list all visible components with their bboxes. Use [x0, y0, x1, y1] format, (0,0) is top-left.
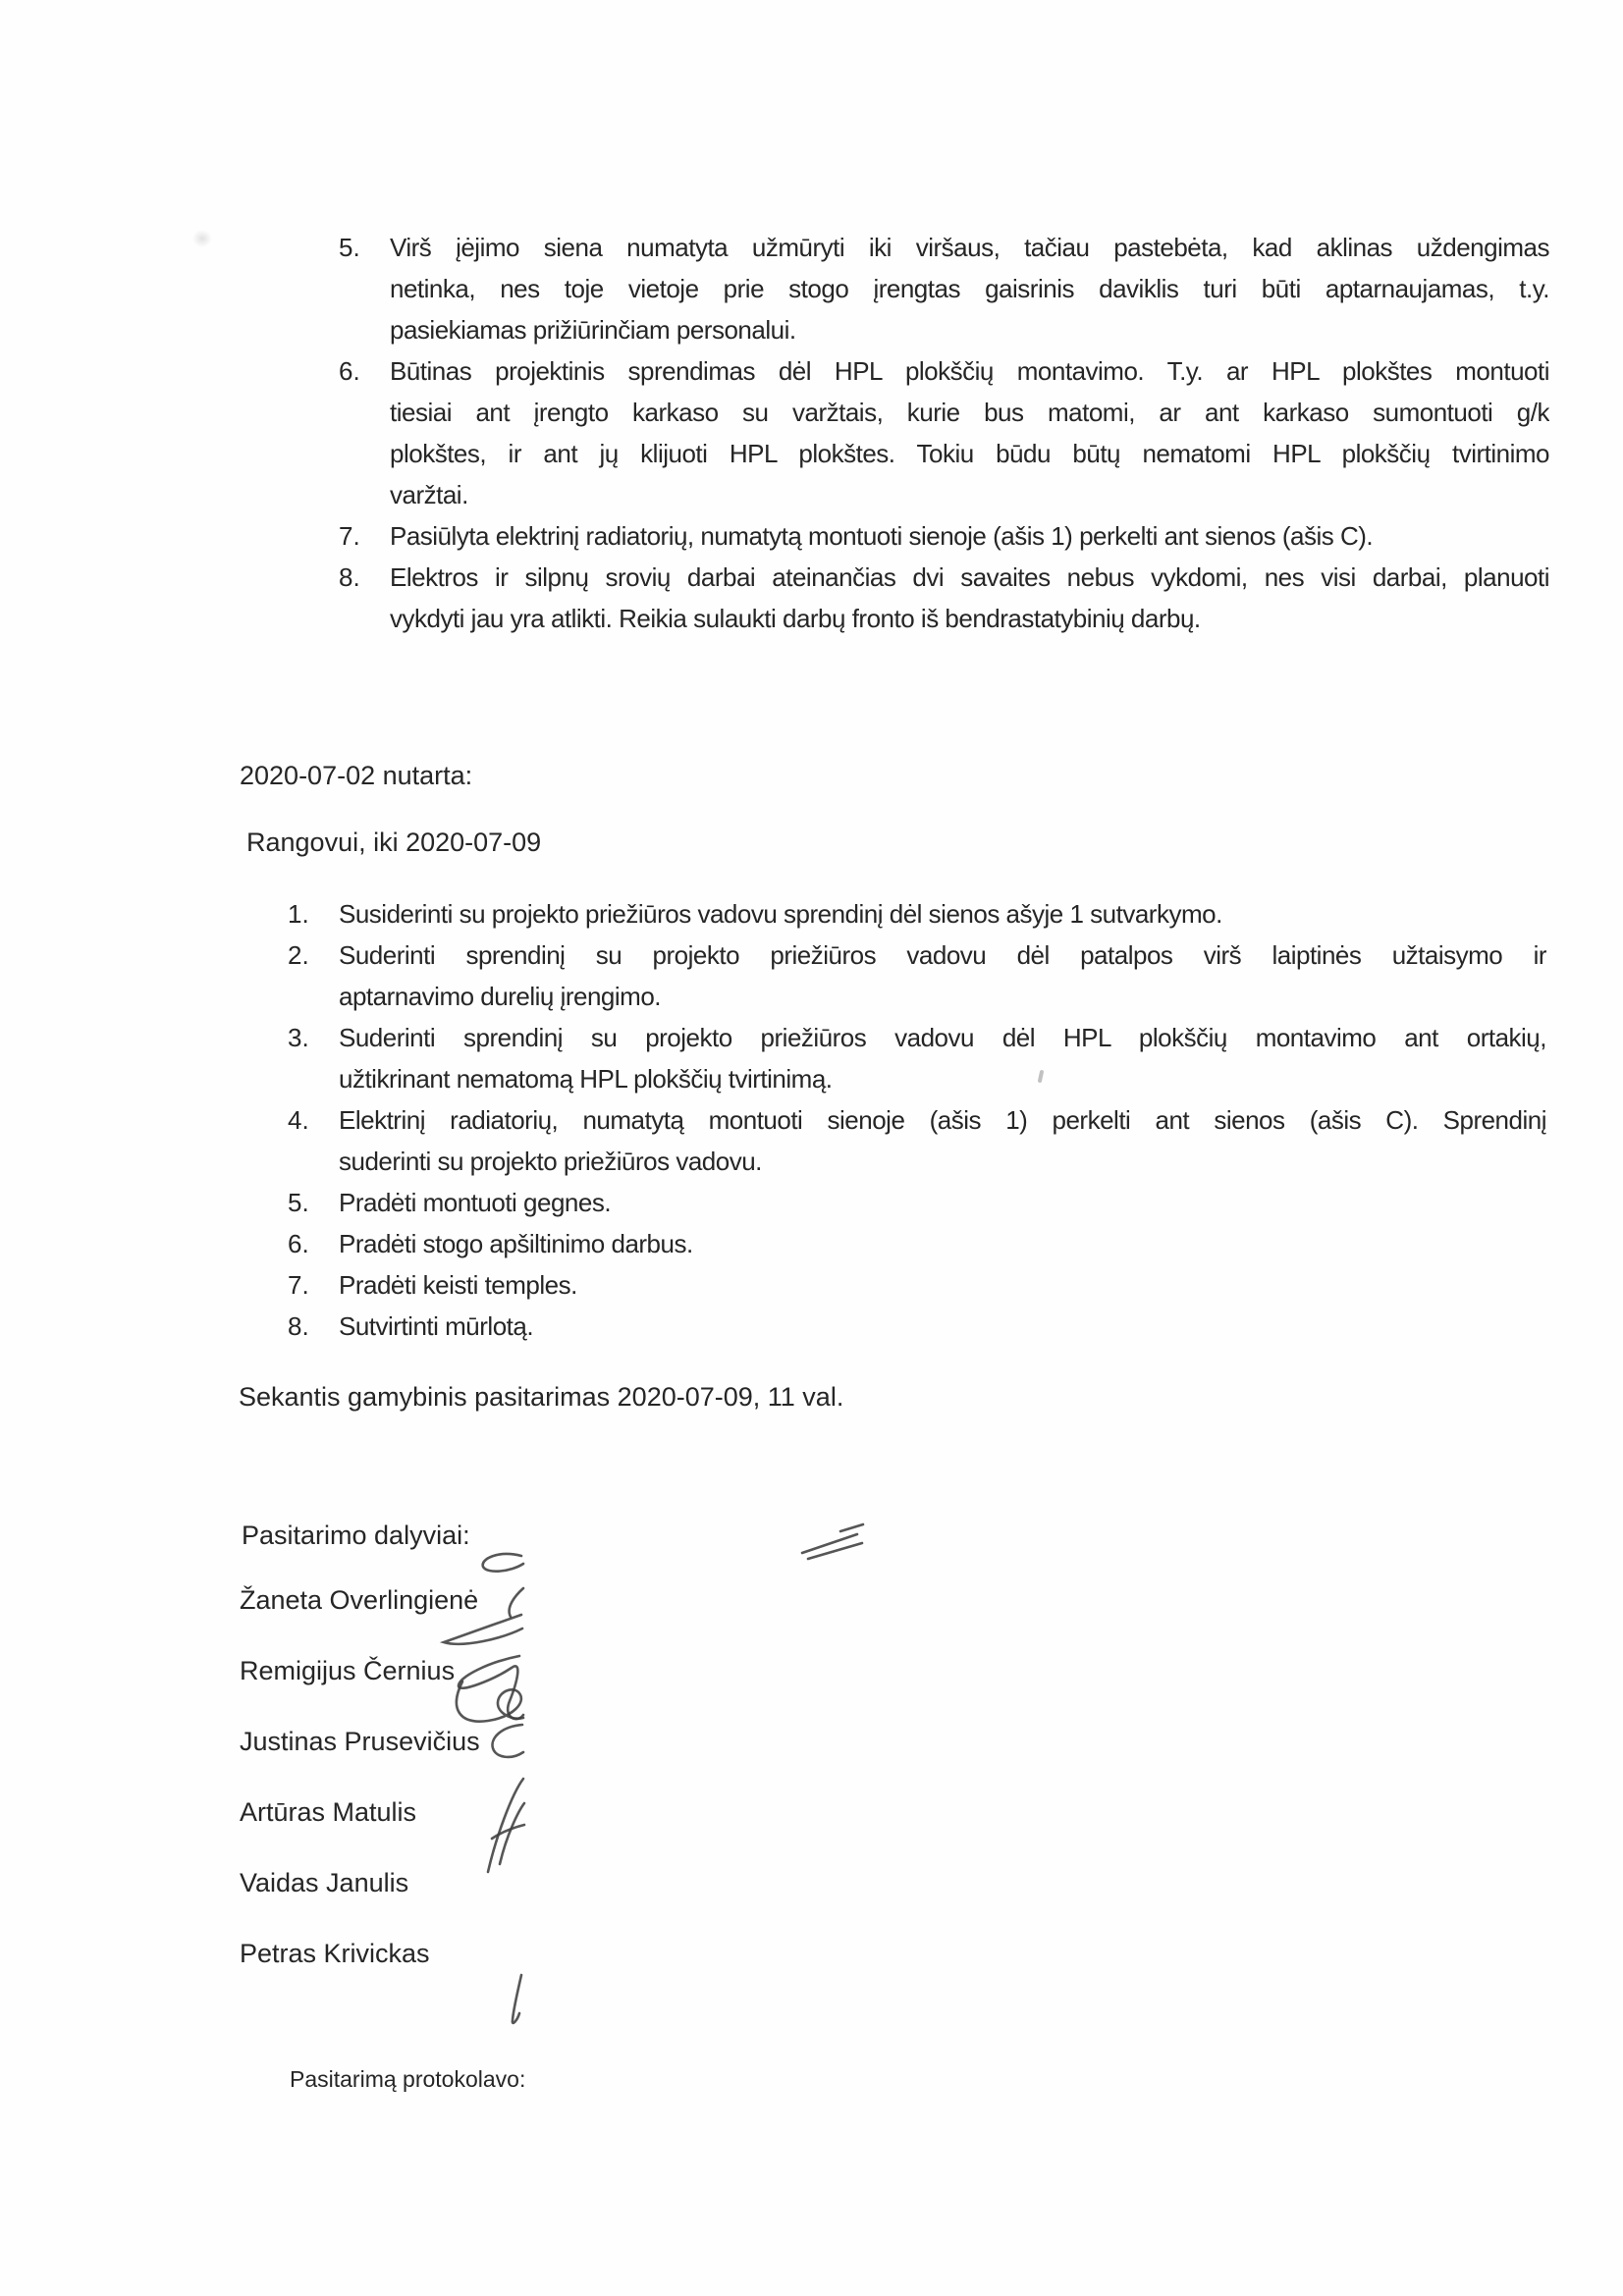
task-item	[288, 1017, 1546, 1099]
item-line: Pasiūlyta elektrinį radiatorių, numatytą montuoti sienoje (ašis 1) perkelti ant sienos (ašis C).	[390, 521, 1374, 551]
item-line: Pradėti stogo apšiltinimo darbus.	[339, 1229, 693, 1258]
participant-name: Vaidas Janulis	[240, 1868, 409, 1897]
item-line: Sutvirtinti mūrlotą.	[339, 1311, 534, 1341]
item-number: 5.	[288, 1188, 309, 1217]
topic-list	[339, 227, 1549, 639]
item-line: varžtai.	[390, 480, 468, 509]
participant-name: Justinas Prusevičius	[240, 1727, 480, 1756]
scan-smudge	[192, 230, 212, 247]
participant-name: Petras Krivickas	[240, 1939, 430, 1968]
pen-stroke-small	[513, 1975, 521, 2023]
participants-label: Pasitarimo dalyviai:	[242, 1521, 470, 1550]
task-item	[288, 934, 1546, 1017]
signature-matulis	[488, 1779, 524, 1872]
item-line: Būtinas projektinis sprendimas dėl HPL plokščių montavimo. T.y. ar HPL plokštes montuoti	[390, 356, 1549, 386]
participant-name: Artūras Matulis	[240, 1797, 417, 1827]
topic-item	[339, 227, 1549, 350]
task-item	[288, 893, 1546, 934]
item-line: aptarnavimo durelių įrengimo.	[339, 982, 662, 1011]
task-item	[288, 1223, 1546, 1264]
item-number: 8.	[339, 562, 360, 592]
task-item	[288, 1264, 1546, 1306]
task-item	[288, 1306, 1546, 1347]
item-line: plokštes, ir ant jų klijuoti HPL plokštes. Tokiu būdu būtų nematomi HPL plokščių tvirtinimo	[390, 439, 1549, 468]
item-number: 4.	[288, 1105, 309, 1135]
item-number: 6.	[339, 356, 360, 386]
task-item	[288, 1182, 1546, 1223]
task-list	[288, 893, 1546, 1347]
next-meeting-line: Sekantis gamybinis pasitarimas 2020-07-09, 11 val.	[239, 1382, 844, 1412]
signature-prusevicius	[493, 1725, 523, 1757]
item-number: 7.	[339, 521, 360, 551]
pen-dash-mark	[802, 1524, 863, 1559]
item-number: 6.	[288, 1229, 309, 1258]
item-line: Elektros ir silpnų srovių darbai ateinančias dvi savaites nebus vykdomi, nes visi darbai, planuoti	[390, 562, 1549, 592]
topic-item	[339, 515, 1549, 557]
item-line: Elektrinį radiatorių, numatytą montuoti sienoje (ašis 1) perkelti ant sienos (ašis C). Sprendinį	[339, 1105, 1546, 1135]
topic-item	[339, 557, 1549, 639]
item-line: vykdyti jau yra atlikti. Reikia sulaukti darbų fronto iš bendrastatybinių darbų.	[390, 604, 1201, 633]
item-line: Virš įėjimo siena numatyta užmūryti iki viršaus, tačiau pastebėta, kad aklinas uždengimas	[390, 233, 1549, 262]
decisions-heading: 2020-07-02 nutarta:	[240, 761, 473, 790]
item-line: Pradėti keisti temples.	[339, 1270, 577, 1300]
item-number: 1.	[288, 899, 309, 929]
item-number: 2.	[288, 940, 309, 970]
item-line: Suderinti sprendinį su projekto priežiūros vadovu dėl HPL plokščių montavimo ant ortakių,	[339, 1023, 1546, 1052]
item-line: suderinti su projekto priežiūros vadovu.	[339, 1147, 762, 1176]
item-line: užtikrinant nematomą HPL plokščių tvirtinimą.	[339, 1064, 833, 1094]
item-line: netinka, nes toje vietoje prie stogo įrengtas gaisrinis daviklis turi būti aptarnaujamas, t.y.	[390, 274, 1549, 303]
item-number: 8.	[288, 1311, 309, 1341]
item-line: Susiderinti su projekto priežiūros vadovu sprendinį dėl sienos ašyje 1 sutvarkymo.	[339, 899, 1222, 929]
signature-cernius	[457, 1656, 523, 1722]
item-line: tiesiai ant įrengto karkaso su varžtais, kurie bus matomi, ar ant karkaso sumontuoti g/k	[390, 398, 1549, 427]
item-number: 5.	[339, 233, 360, 262]
topic-item	[339, 350, 1549, 515]
participant-name: Remigijus Černius	[240, 1656, 456, 1685]
item-number: 3.	[288, 1023, 309, 1052]
item-line: Suderinti sprendinį su projekto priežiūros vadovu dėl patalpos virš laiptinės užtaisymo ir	[339, 940, 1546, 970]
item-number: 7.	[288, 1270, 309, 1300]
item-line: pasiekiamas prižiūrinčiam personalui.	[390, 315, 796, 345]
participant-name: Žaneta Overlingienė	[240, 1585, 479, 1615]
protocol-label: Pasitarimą protokolavo:	[290, 2066, 526, 2092]
item-line: Pradėti montuoti gegnes.	[339, 1188, 612, 1217]
addressee-line: Rangovui, iki 2020-07-09	[246, 828, 542, 857]
task-item	[288, 1099, 1546, 1182]
